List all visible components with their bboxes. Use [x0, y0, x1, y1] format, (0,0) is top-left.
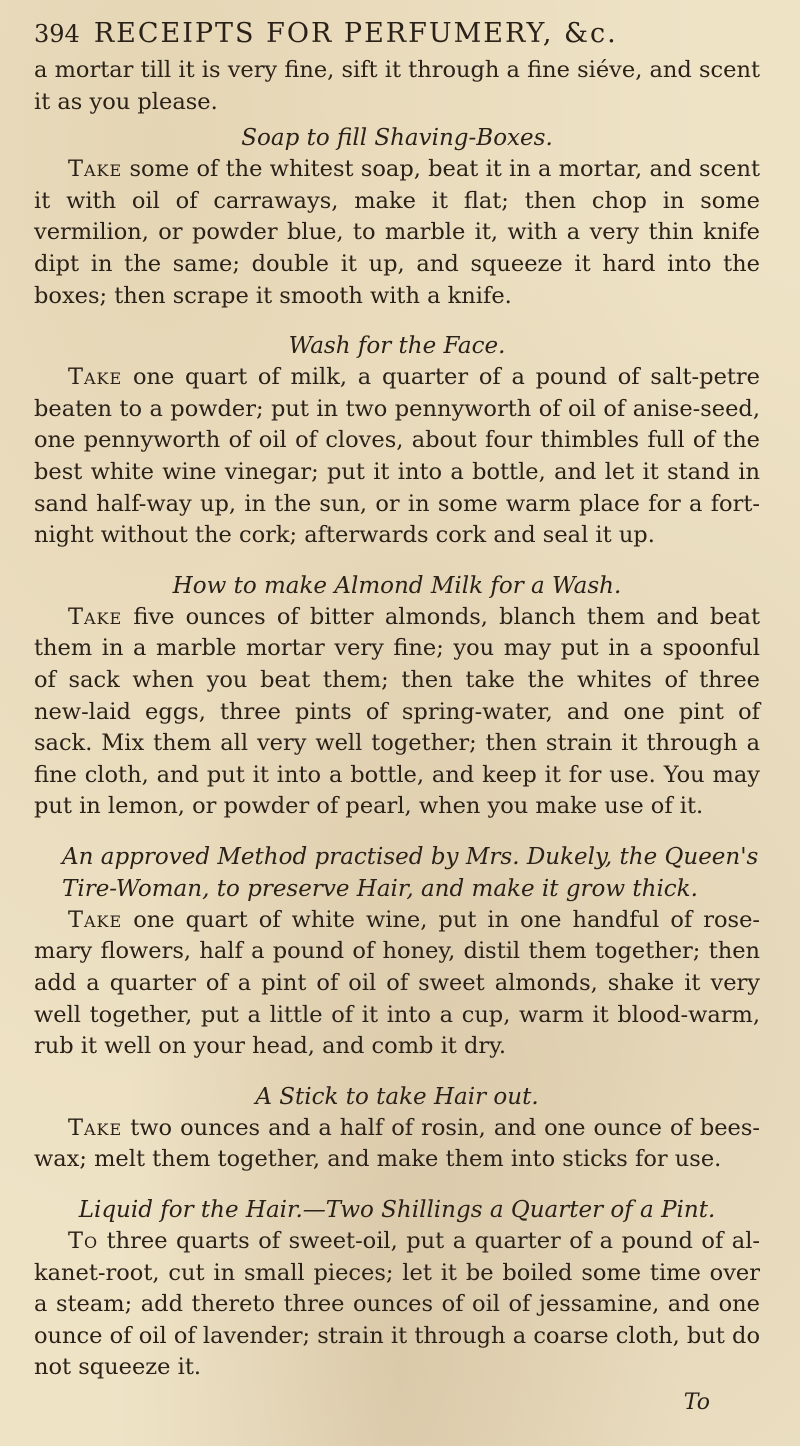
recipe-heading-shaving-soap: Soap to fill Shaving-Boxes. [241, 125, 553, 152]
recipe-heading-preserve-hair: An approved Method practised by Mrs. Dukely, the Queen's Tire-Woman, to preserve Hair, and make it grow thick. [62, 843, 759, 902]
recipe-lead-word: Take [68, 906, 123, 933]
recipe-heading-hair-liquid: Liquid for the Hair.—Two Shillings a Quarter of a Pint. [78, 1197, 716, 1224]
recipe-lead-word: Take [68, 364, 123, 391]
recipe-lead-word: Take [68, 156, 123, 183]
recipe-text: two ounces and a half of rosin, and one ounce of bees-wax; melt them together, and make them into sticks for use. [34, 1114, 761, 1173]
recipe-body-face-wash [34, 362, 760, 552]
recipe-text: one quart of milk, a quarter of a pound of salt-petre beaten to a powder; put in two pennyworth of oil of anise-seed, one pennyworth of oil of cloves, about four thimbles full of the best white wine vinegar; put it into a bottle, and let it stand in sand half-way up, in the sun, or in some warm place for a fort-night without the cork; afterwards cork and seal it up. [34, 364, 760, 549]
recipe-lead-word: Take [68, 603, 123, 630]
recipe-text: five ounces of bitter almonds, blanch them and beat them in a marble mortar very fine; you may put in a spoonful of sack when you beat them; then take the whites of three new-laid eggs, three pints of spring-water, and one pint of sack. Mix them all very well together; then strain it through a fine cloth, and put it into a bottle, and keep it for use. You may put in lemon, or powder of pearl, when you make use of it. [34, 603, 760, 820]
recipe-body-almond-milk [34, 602, 760, 823]
recipe-body-preserve-hair [34, 905, 760, 1063]
continued-paragraph: a mortar till it is very fine, sift it through a fine siéve, and scent it as you please. [34, 57, 760, 115]
recipe-heading-hair-stick: A Stick to take Hair out. [255, 1083, 539, 1110]
recipe-lead-word: To [68, 1228, 99, 1255]
page-number: 394 [34, 20, 80, 48]
recipe-lead-word: Take [68, 1114, 123, 1141]
running-title: RECEIPTS FOR PERFUMERY, &c. [93, 18, 618, 49]
recipe-body-hair-stick [34, 1113, 760, 1176]
recipe-text: one quart of white wine, put in one handful of rose-mary flowers, half a pound of honey, distil them together; then add a quarter of a pint of oil of sweet almonds, shake it very well together, put a little of it into a cup, warm it blood-warm, rub it well on your head, and comb it dry. [34, 906, 760, 1060]
recipe-text: some of the whitest soap, beat it in a mortar, and scent it with oil of carraways, make it flat; then chop in some vermilion, or powder blue, to marble it, with a very thin knife dipt in the same; double it up, and squeeze it hard into the boxes; then scrape it smooth with a knife. [34, 156, 760, 309]
catchword: To [683, 1390, 710, 1415]
recipe-heading-almond-milk: How to make Almond Milk for a Wash. [172, 572, 622, 599]
recipe-text: three quarts of sweet-oil, put a quarter of a pound of al-kanet-root, cut in small pieces; let it be boiled some time over a steam; add thereto three ounces of oil of jessamine, and one ounce of oil of lavender; strain it through a coarse cloth, but do not squeeze it. [34, 1228, 761, 1381]
recipe-heading-face-wash: Wash for the Face. [288, 333, 506, 360]
recipe-body-shaving-soap [34, 154, 760, 312]
recipe-body-hair-liquid [34, 1226, 760, 1384]
running-head [34, 18, 760, 49]
page-text [34, 55, 760, 1384]
